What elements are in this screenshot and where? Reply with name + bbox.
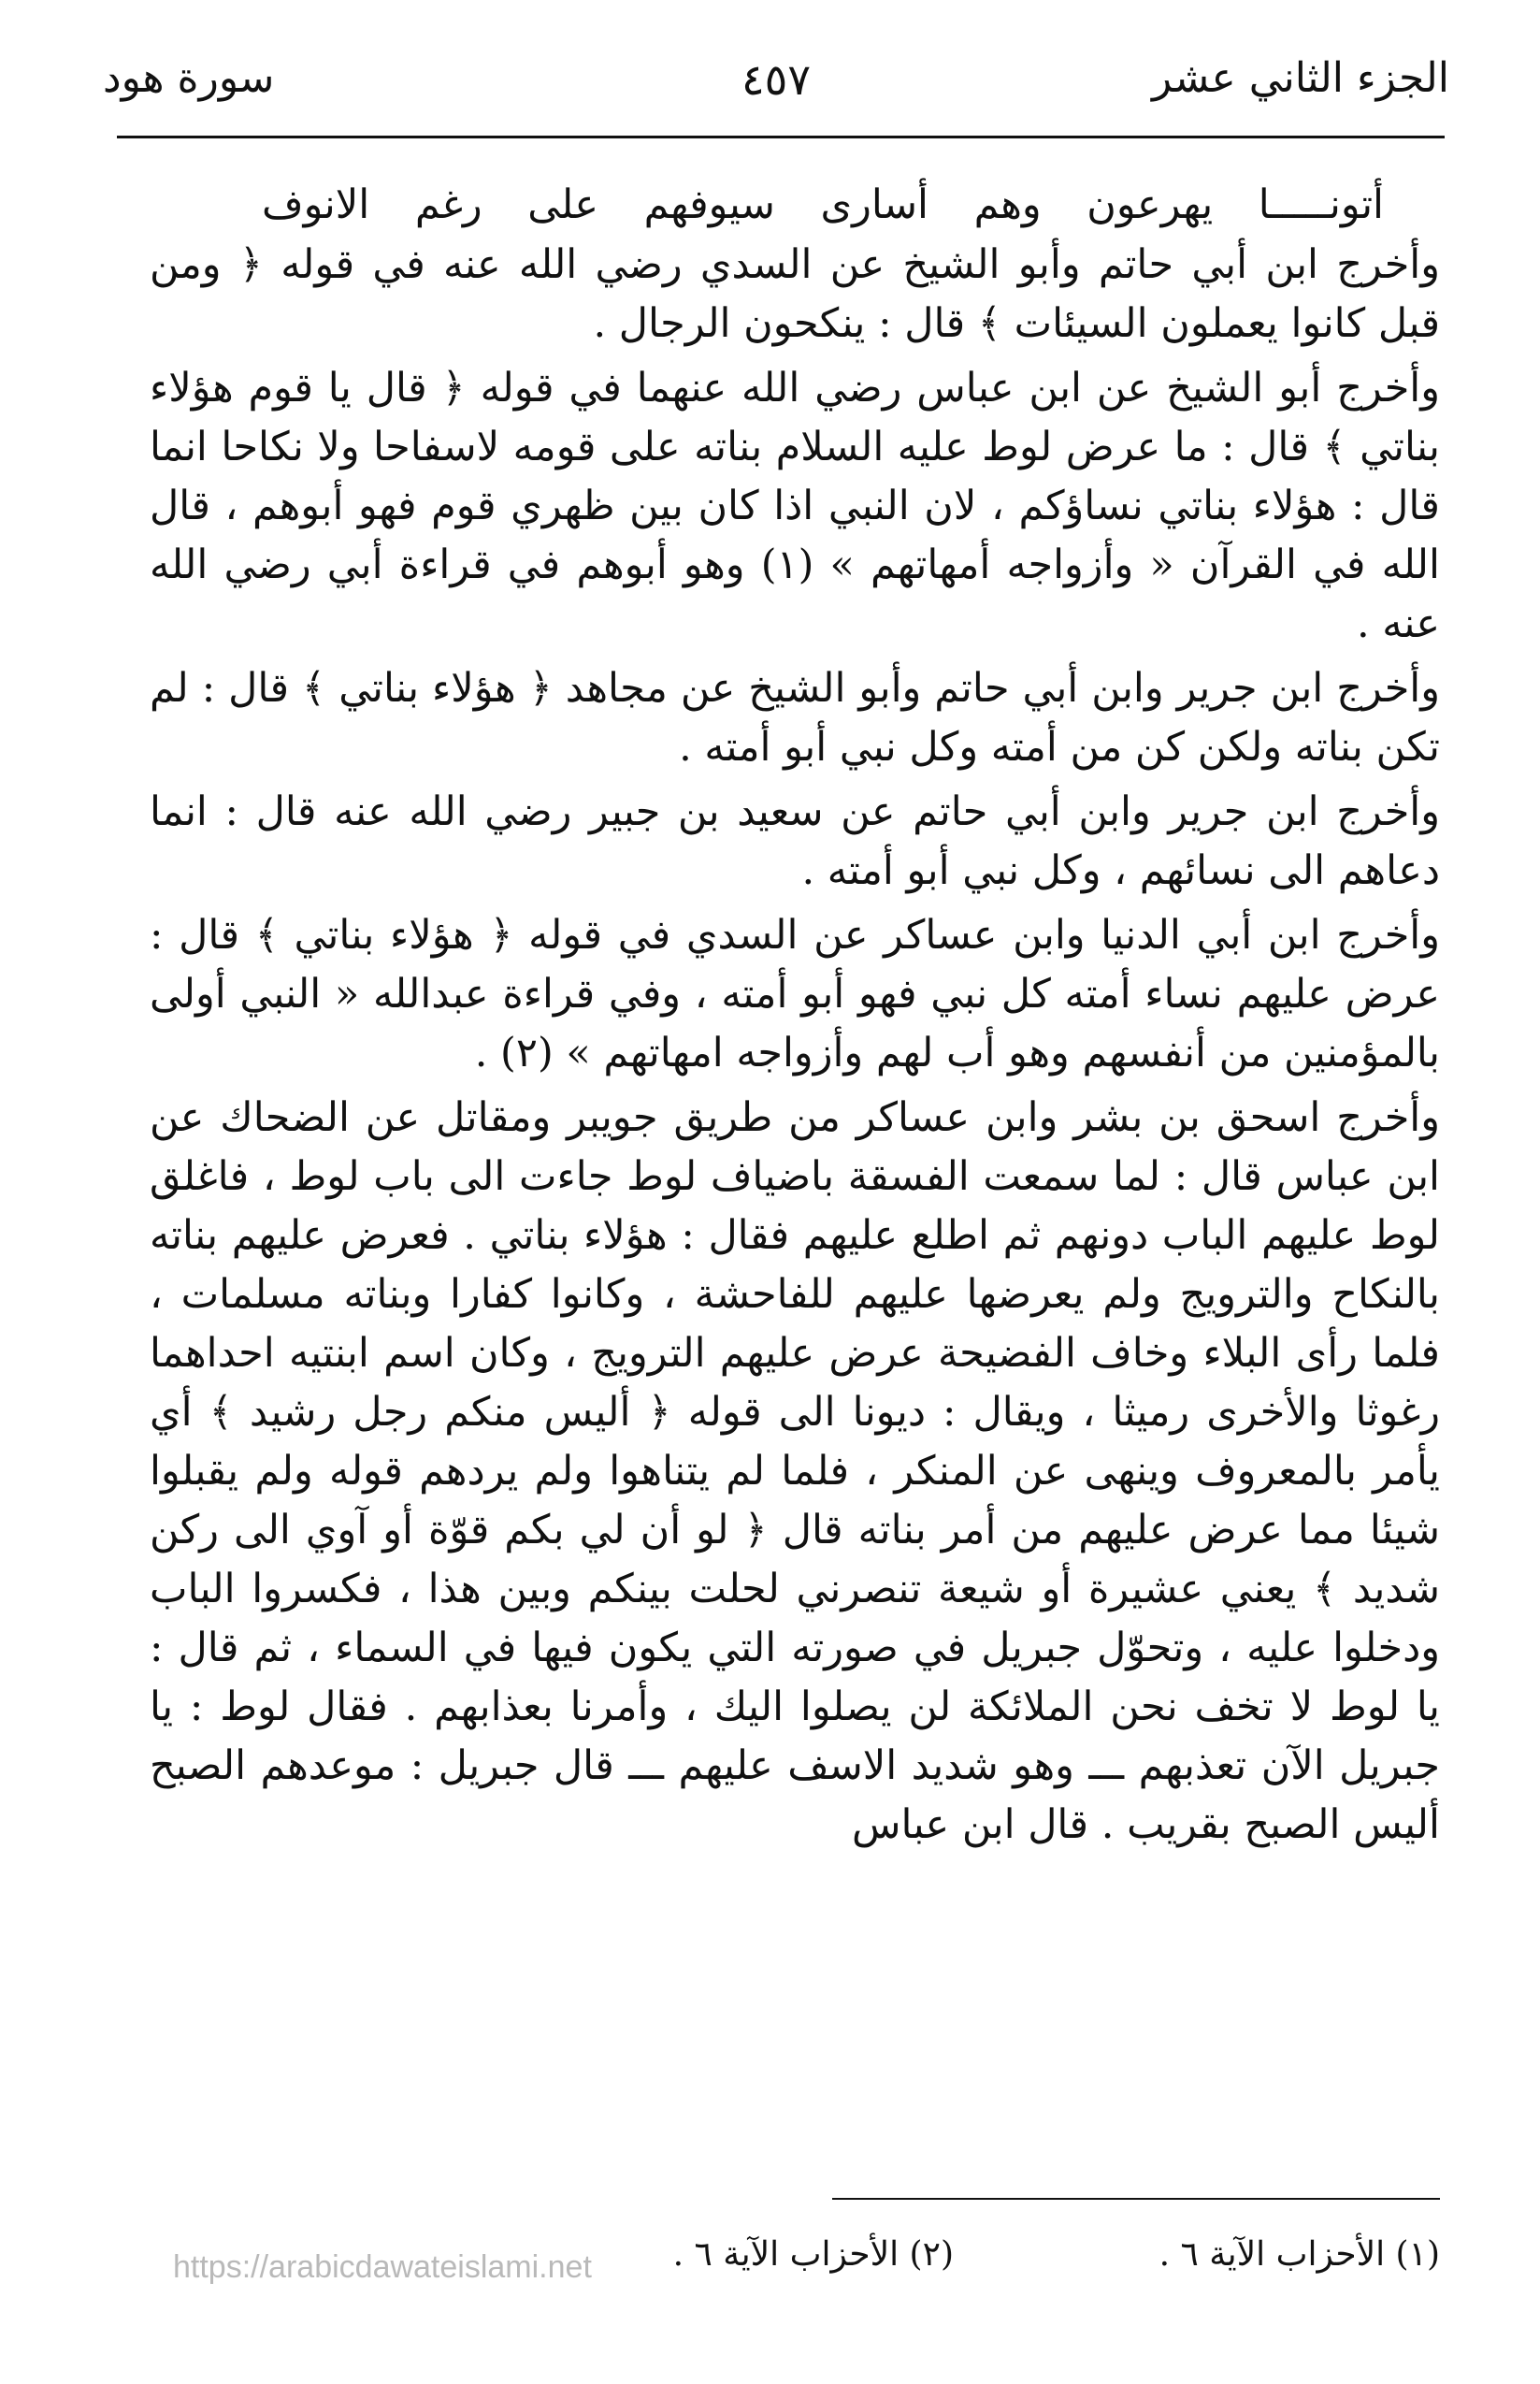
- paragraph: وأخرج اسحق بن بشر وابن عساكر من طريق جويبر ومقاتل عن الضحاك عن ابن عباس قال : لما سمعت الفسقة باضياف لوط جاءت الى باب لوط ، فاغلق لوط عليهم الباب دونهم ثم اطلع عليهم فقال : هؤلاء بناتي . فعرض عليهم بناته بالنكاح والترويج ولم يعرضها عليهم للفاحشة ، وكانوا كفارا وبناته مسلمات ، فلما رأى البلاء وخاف الفضيحة عرض عليهم الترويج ، وكان اسم ابنتيه احداهما رغوثا والأخرى رميثا ، ويقال : ديونا الى قوله ﴿ أليس منكم رجل رشيد ﴾ أي يأمر بالمعروف وينهى عن المنكر ، فلما لم يتناهوا ولم يردهم قوله ولم يقبلوا شيئا مما عرض عليهم من أمر بناته قال ﴿ لو أن لي بكم قوّة أو آوي الى ركن شديد ﴾ يعني عشيرة أو شيعة تنصرني لحلت بينكم وبين هذا ، فكسروا الباب ودخلوا عليه ، وتحوّل جبريل في صورته التي يكون فيها في السماء ، ثم قال : يا لوط لا تخف نحن الملائكة لن يصلوا اليك ، وأمرنا بعذابهم . فقال لوط : يا جبريل الآن تعذبهم ـــ وهو شديد الاسف عليهم ـــ قال جبريل : موعدهم الصبح أليس الصبح بقريب . قال ابن عباس: [150, 1094, 1440, 1848]
- surah-title: سورة هود: [103, 54, 275, 102]
- page-header: [103, 54, 1449, 120]
- paragraph: وأخرج ابن أبي حاتم وأبو الشيخ عن السدي رضي الله عنه في قوله ﴿ ومن قبل كانوا يعملون السيئات ﴾ قال : ينكحون الرجال .: [150, 241, 1440, 347]
- main-text: [150, 178, 1440, 1860]
- paragraph: وأخرج ابن جرير وابن أبي حاتم وأبو الشيخ عن مجاهد ﴿ هؤلاء بناتي ﴾ قال : لم تكن بناته ولكن كن من أمته وكل نبي أبو أمته .: [150, 665, 1440, 771]
- footnote-divider: [832, 2198, 1440, 2200]
- footnote-2: (٢) الأحزاب الآية ٦ .: [672, 2235, 954, 2274]
- poetry-verse: أتونـــــا يهرعون وهم أسارى سيوفهم على رغم الانوف: [262, 181, 1384, 228]
- footnote-1: (١) الأحزاب الآية ٦ .: [1159, 2235, 1440, 2274]
- page-number: ٤٥٧: [741, 54, 812, 105]
- header-divider: [117, 136, 1445, 138]
- paragraph: وأخرج ابن أبي الدنيا وابن عساكر عن السدي في قوله ﴿ هؤلاء بناتي ﴾ قال : عرض عليهم نساء أمته كل نبي فهو أبو أمته ، وفي قراءة عبدالله « النبي أولى بالمؤمنين من أنفسهم وهو أب لهم وأزواجه امهاتهم » (٢) .: [150, 912, 1440, 1076]
- paragraph: وأخرج ابن جرير وابن أبي حاتم عن سعيد بن جبير رضي الله عنه قال : انما دعاهم الى نسائهم ، وكل نبي أبو أمته .: [150, 788, 1440, 894]
- paragraph: وأخرج أبو الشيخ عن ابن عباس رضي الله عنهما في قوله ﴿ قال يا قوم هؤلاء بناتي ﴾ قال : ما عرض لوط عليه السلام بناته على قومه لاسفاحا ولا نكاحا انما قال : هؤلاء بناتي نساؤكم ، لان النبي اذا كان بين ظهري قوم فهو أبوهم ، قال الله في القرآن « وأزواجه أمهاتهم » (١) وهو أبوهم في قراءة أبي رضي الله عنه .: [150, 365, 1440, 647]
- volume-title: الجزء الثاني عشر: [1152, 54, 1449, 102]
- watermark-url: https://arabicdawateislami.net: [173, 2249, 592, 2285]
